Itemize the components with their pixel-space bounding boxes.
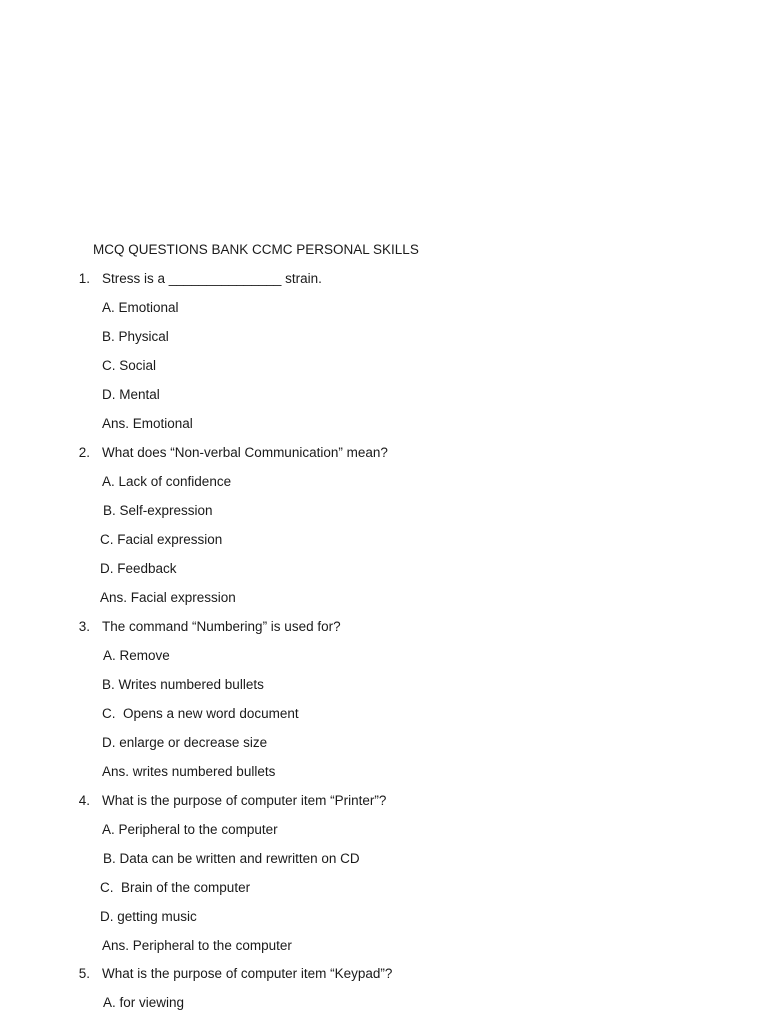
question-number: 2. — [78, 445, 90, 460]
question-text: What is the purpose of computer item “Printer”? — [102, 793, 387, 808]
question-text: What is the purpose of computer item “Keypad”? — [102, 966, 393, 981]
question-number: 3. — [78, 619, 90, 634]
question-number: 4. — [78, 793, 90, 808]
option-a: A. Emotional — [102, 300, 179, 315]
question-number: 1. — [78, 271, 90, 286]
option-a: A. Lack of confidence — [102, 474, 232, 489]
option-b: B. Self-expression — [103, 503, 213, 518]
option-b: B. Data can be written and rewritten on CD — [103, 851, 360, 866]
option-a: A. for viewing — [103, 995, 185, 1010]
question-text: The command “Numbering” is used for? — [102, 619, 341, 634]
option-a: A. Remove — [103, 648, 170, 663]
option-d: D. getting music — [100, 909, 197, 924]
answer-text: Ans. Emotional — [102, 416, 193, 431]
question-text: Stress is a _______________ strain. — [102, 271, 322, 286]
option-c: C. Opens a new word document — [102, 706, 299, 721]
option-b: B. Physical — [102, 329, 169, 344]
question-number: 5. — [78, 966, 90, 981]
answer-text: Ans. Peripheral to the computer — [102, 938, 292, 953]
option-c: C. Brain of the computer — [100, 880, 251, 895]
option-a: A. Peripheral to the computer — [102, 822, 278, 837]
option-c: C. Social — [102, 358, 157, 373]
option-d: D. Feedback — [100, 561, 177, 576]
document-title: MCQ QUESTIONS BANK CCMC PERSONAL SKILLS — [93, 242, 419, 257]
option-d: D. Mental — [102, 387, 160, 402]
answer-text: Ans. Facial expression — [100, 590, 236, 605]
answer-text: Ans. writes numbered bullets — [102, 764, 276, 779]
option-d: D. enlarge or decrease size — [102, 735, 268, 750]
option-b: B. Writes numbered bullets — [102, 677, 264, 692]
question-text: What does “Non-verbal Communication” mean? — [102, 445, 388, 460]
option-c: C. Facial expression — [100, 532, 223, 547]
